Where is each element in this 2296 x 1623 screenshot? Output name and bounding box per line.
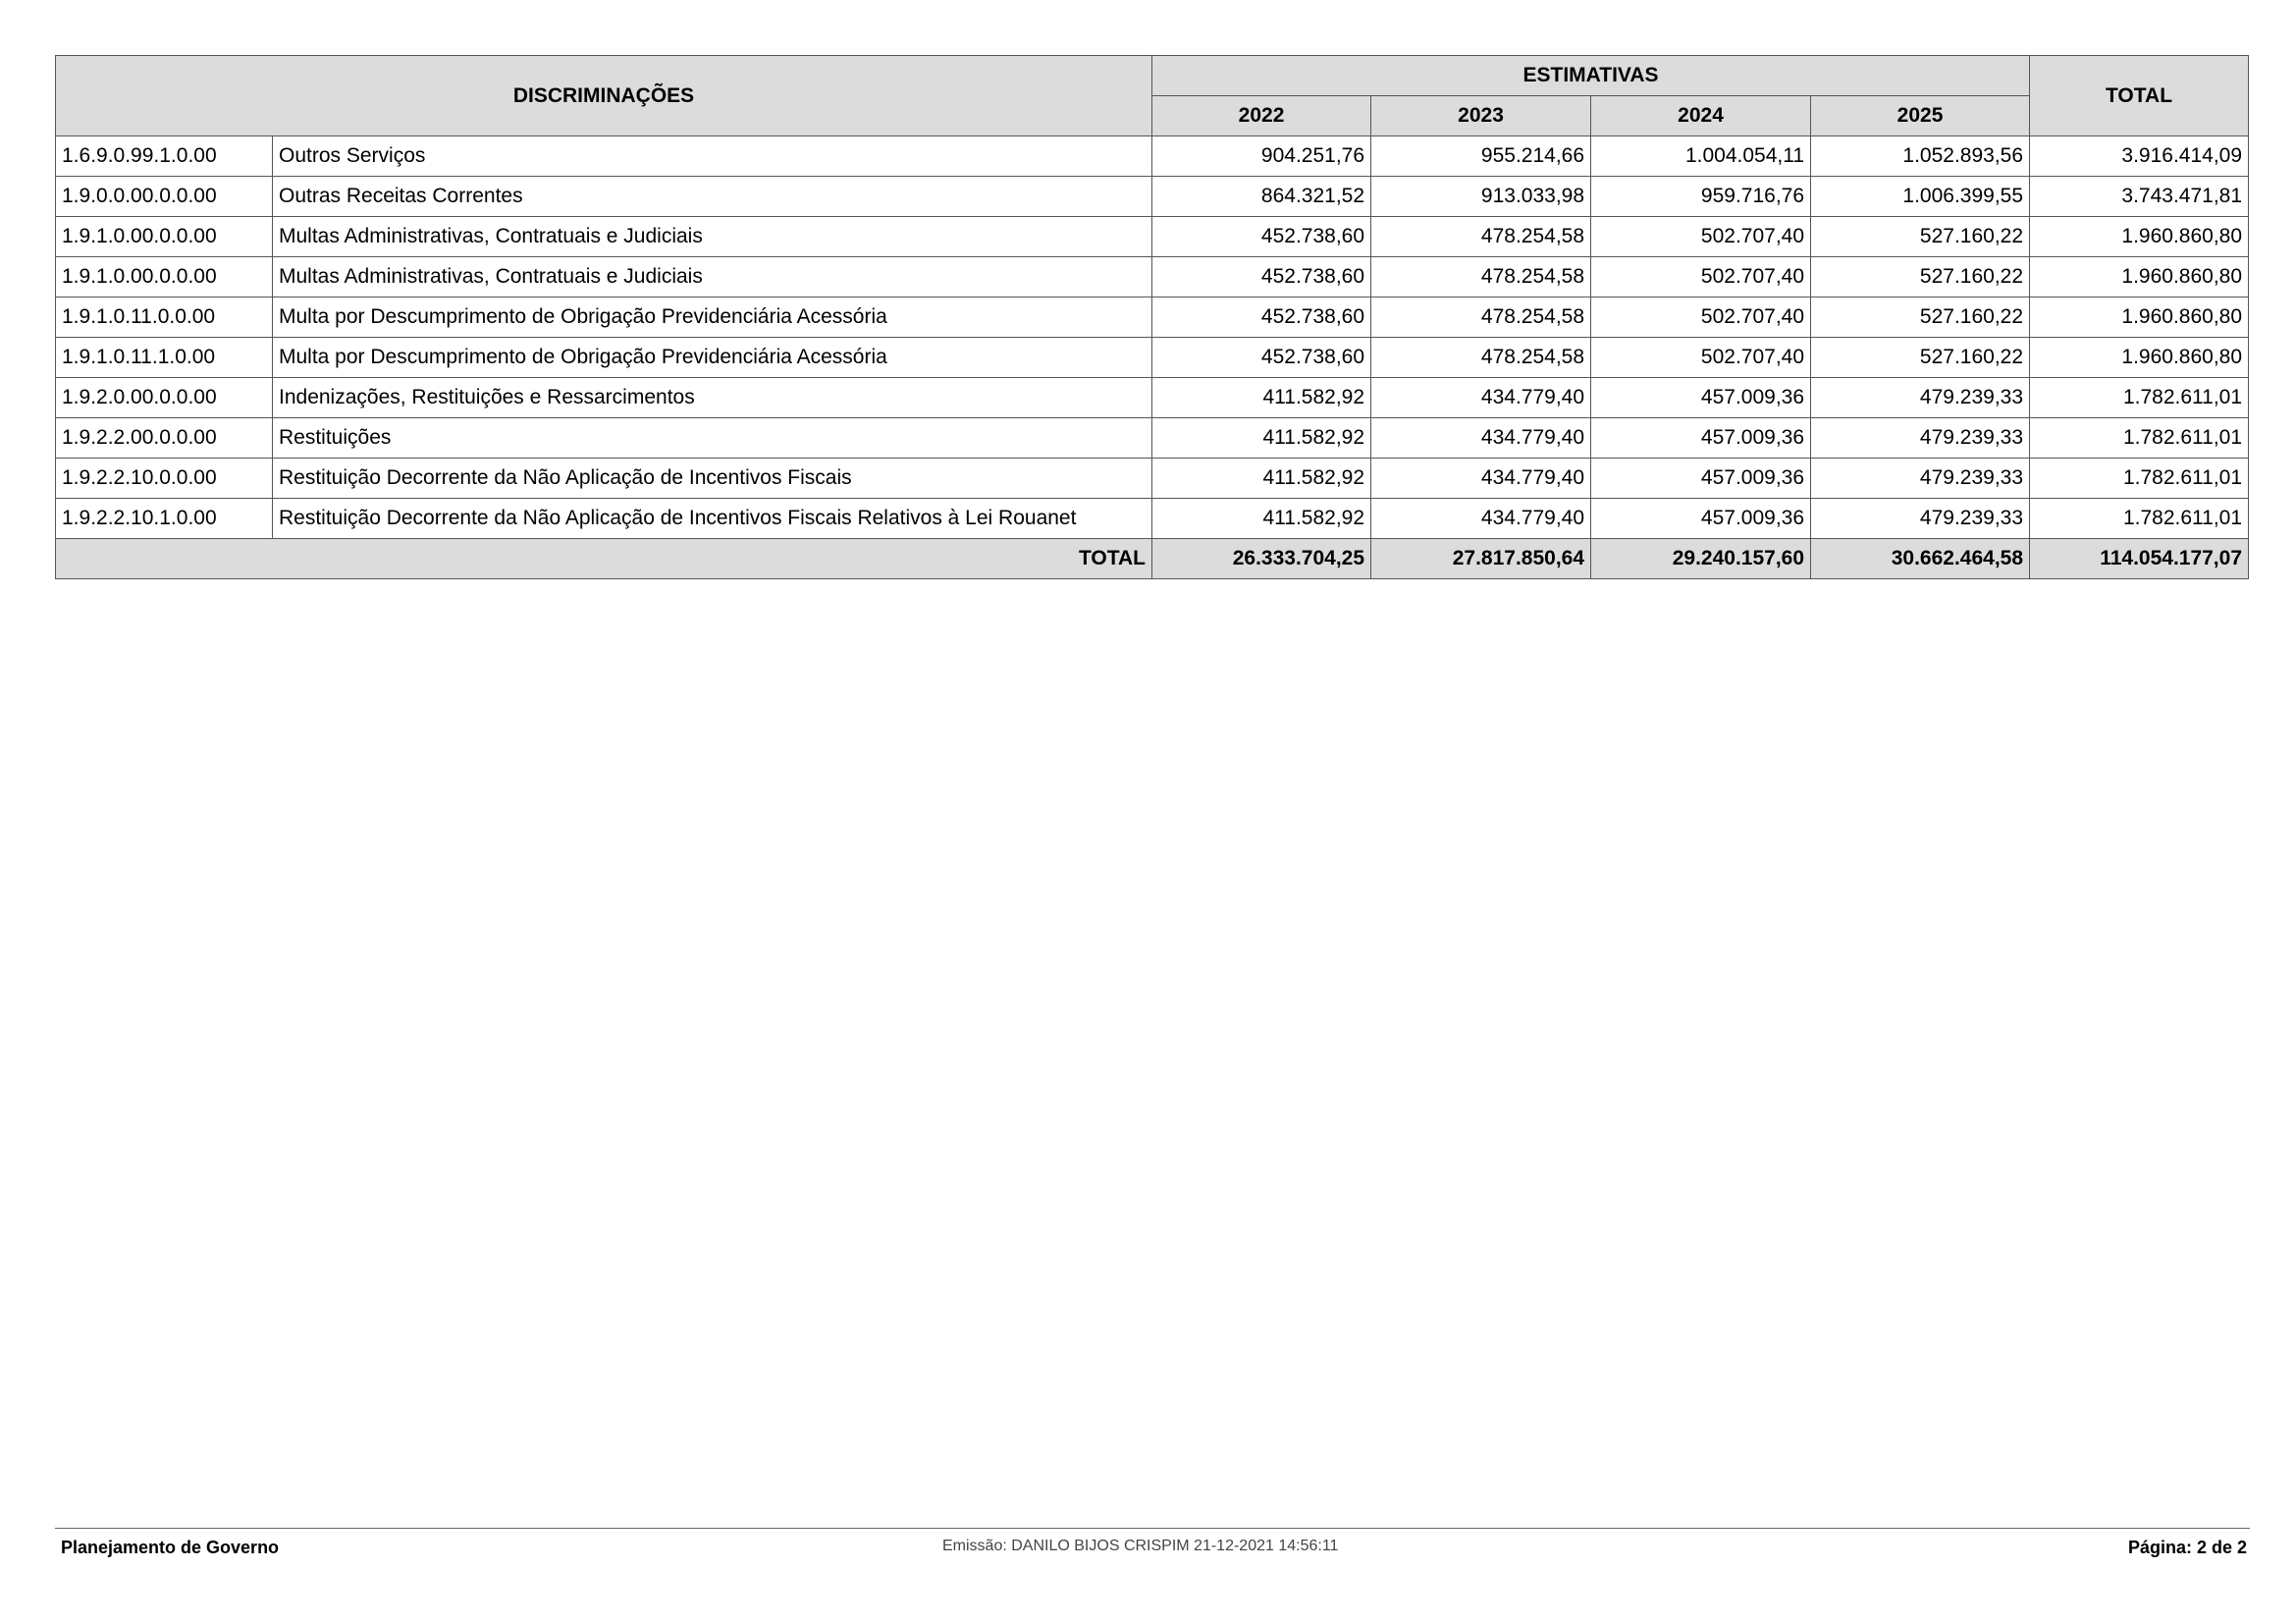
totals-value: 26.333.704,25 [1152, 539, 1371, 579]
table-row [56, 378, 2249, 418]
row-value: 434.779,40 [1371, 378, 1591, 418]
row-total: 3.743.471,81 [2030, 177, 2249, 217]
row-value: 434.779,40 [1371, 418, 1591, 459]
row-value: 452.738,60 [1152, 217, 1371, 257]
row-code: 1.9.1.0.00.0.0.00 [56, 217, 273, 257]
row-description: Indenizações, Restituições e Ressarcimentos [273, 378, 1152, 418]
row-value: 452.738,60 [1152, 298, 1371, 338]
row-value: 502.707,40 [1591, 217, 1811, 257]
footer-divider [55, 1528, 2250, 1529]
footer-emission: Emissão: DANILO BIJOS CRISPIM 21-12-2021 14:56:11 [942, 1538, 1339, 1554]
row-code: 1.9.1.0.00.0.0.00 [56, 257, 273, 298]
table-row [56, 177, 2249, 217]
row-code: 1.9.2.2.10.1.0.00 [56, 499, 273, 539]
row-code: 1.9.2.0.00.0.0.00 [56, 378, 273, 418]
row-total: 1.960.860,80 [2030, 338, 2249, 378]
header-year: 2022 [1152, 96, 1371, 136]
row-value: 502.707,40 [1591, 338, 1811, 378]
row-value: 411.582,92 [1152, 378, 1371, 418]
row-total: 3.916.414,09 [2030, 136, 2249, 177]
totals-value: 29.240.157,60 [1591, 539, 1811, 579]
row-value: 527.160,22 [1811, 217, 2030, 257]
row-value: 411.582,92 [1152, 459, 1371, 499]
table-row [56, 136, 2249, 177]
row-value: 411.582,92 [1152, 499, 1371, 539]
row-value: 959.716,76 [1591, 177, 1811, 217]
row-value: 452.738,60 [1152, 338, 1371, 378]
row-code: 1.9.2.2.00.0.0.00 [56, 418, 273, 459]
row-value: 434.779,40 [1371, 499, 1591, 539]
table-row [56, 459, 2249, 499]
row-value: 478.254,58 [1371, 217, 1591, 257]
row-code: 1.9.1.0.11.1.0.00 [56, 338, 273, 378]
row-value: 457.009,36 [1591, 418, 1811, 459]
table-row [56, 499, 2249, 539]
row-value: 479.239,33 [1811, 418, 2030, 459]
row-value: 478.254,58 [1371, 338, 1591, 378]
row-value: 1.004.054,11 [1591, 136, 1811, 177]
row-total: 1.782.611,01 [2030, 418, 2249, 459]
totals-value: 27.817.850,64 [1371, 539, 1591, 579]
row-description: Outros Serviços [273, 136, 1152, 177]
footer-department: Planejamento de Governo [61, 1538, 280, 1557]
row-value: 457.009,36 [1591, 459, 1811, 499]
row-value: 502.707,40 [1591, 298, 1811, 338]
totals-row [56, 539, 2249, 579]
row-description: Multas Administrativas, Contratuais e Judiciais [273, 257, 1152, 298]
footer-page-number: Página: 2 de 2 [2127, 1538, 2247, 1557]
row-value: 457.009,36 [1591, 378, 1811, 418]
table-row [56, 338, 2249, 378]
row-value: 411.582,92 [1152, 418, 1371, 459]
row-total: 1.782.611,01 [2030, 378, 2249, 418]
header-year: 2023 [1371, 96, 1591, 136]
row-description: Multa por Descumprimento de Obrigação Previdenciária Acessória [273, 298, 1152, 338]
row-total: 1.782.611,01 [2030, 459, 2249, 499]
header-discriminacoes: DISCRIMINAÇÕES [56, 56, 1152, 136]
row-description: Restituição Decorrente da Não Aplicação de Incentivos Fiscais Relativos à Lei Rouanet [273, 499, 1152, 539]
row-value: 478.254,58 [1371, 298, 1591, 338]
row-total: 1.960.860,80 [2030, 217, 2249, 257]
row-description: Restituições [273, 418, 1152, 459]
row-value: 452.738,60 [1152, 257, 1371, 298]
row-value: 1.006.399,55 [1811, 177, 2030, 217]
row-value: 457.009,36 [1591, 499, 1811, 539]
table-row [56, 217, 2249, 257]
row-value: 527.160,22 [1811, 338, 2030, 378]
row-value: 527.160,22 [1811, 257, 2030, 298]
table-row [56, 298, 2249, 338]
table-row [56, 257, 2249, 298]
row-value: 904.251,76 [1152, 136, 1371, 177]
row-value: 479.239,33 [1811, 378, 2030, 418]
row-value: 479.239,33 [1811, 459, 2030, 499]
row-description: Restituição Decorrente da Não Aplicação de Incentivos Fiscais [273, 459, 1152, 499]
row-value: 1.052.893,56 [1811, 136, 2030, 177]
totals-value: 30.662.464,58 [1811, 539, 2030, 579]
grand-total: 114.054.177,07 [2030, 539, 2249, 579]
row-description: Outras Receitas Correntes [273, 177, 1152, 217]
row-total: 1.960.860,80 [2030, 298, 2249, 338]
row-value: 955.214,66 [1371, 136, 1591, 177]
row-value: 502.707,40 [1591, 257, 1811, 298]
estimates-table [55, 55, 2249, 579]
row-value: 527.160,22 [1811, 298, 2030, 338]
header-total: TOTAL [2030, 56, 2249, 136]
totals-label: TOTAL [56, 539, 1152, 579]
row-description: Multa por Descumprimento de Obrigação Previdenciária Acessória [273, 338, 1152, 378]
table-row [56, 418, 2249, 459]
header-year: 2024 [1591, 96, 1811, 136]
row-description: Multas Administrativas, Contratuais e Judiciais [273, 217, 1152, 257]
row-value: 913.033,98 [1371, 177, 1591, 217]
row-total: 1.782.611,01 [2030, 499, 2249, 539]
row-code: 1.6.9.0.99.1.0.00 [56, 136, 273, 177]
row-value: 434.779,40 [1371, 459, 1591, 499]
row-value: 478.254,58 [1371, 257, 1591, 298]
row-code: 1.9.2.2.10.0.0.00 [56, 459, 273, 499]
row-total: 1.960.860,80 [2030, 257, 2249, 298]
header-estimativas: ESTIMATIVAS [1152, 56, 2030, 96]
header-year: 2025 [1811, 96, 2030, 136]
row-value: 479.239,33 [1811, 499, 2030, 539]
row-value: 864.321,52 [1152, 177, 1371, 217]
row-code: 1.9.1.0.11.0.0.00 [56, 298, 273, 338]
row-code: 1.9.0.0.00.0.0.00 [56, 177, 273, 217]
